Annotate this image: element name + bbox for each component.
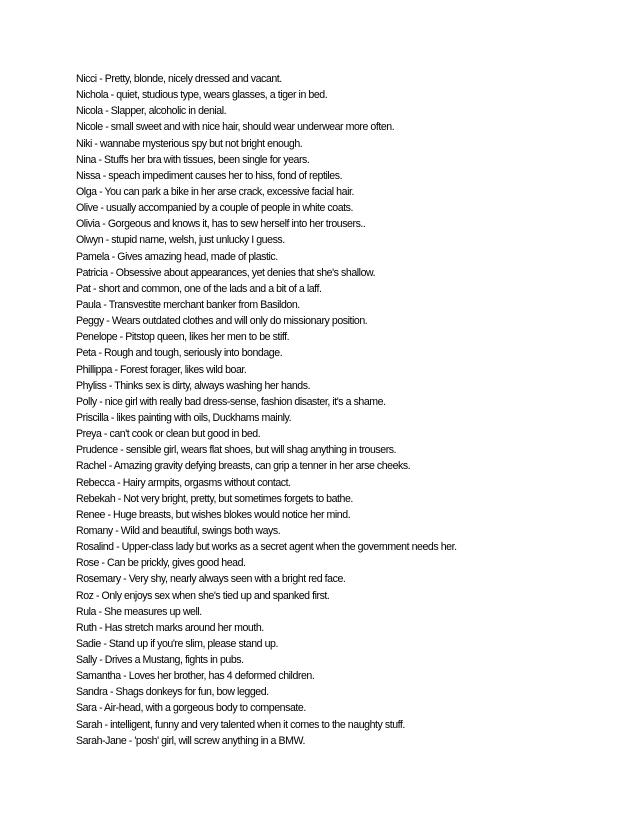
text-line: Olive - usually accompanied by a couple of people in white coats. — [76, 202, 353, 215]
text-line: Rachel - Amazing gravity defying breasts, can grip a tenner in her arse cheeks. — [76, 460, 411, 473]
text-line: Nichola - quiet, studious type, wears glasses, a tiger in bed. — [76, 89, 328, 102]
text-line: Penelope - Pitstop queen, likes her men to be stiff. — [76, 331, 290, 344]
text-line: Sara - Air-head, with a gorgeous body to compensate. — [76, 702, 306, 715]
text-line: Roz - Only enjoys sex when she's tied up and spanked first. — [76, 589, 330, 602]
text-line: Nicci - Pretty, blonde, nicely dressed and vacant. — [76, 73, 282, 85]
text-line: Nissa - speach impediment causes her to hiss, fond of reptiles. — [76, 169, 343, 182]
text-line: Peta - Rough and tough, seriously into bondage. — [76, 347, 283, 360]
text-line: Renee - Huge breasts, but wishes blokes would notice her mind. — [76, 508, 351, 521]
text-line: Sally - Drives a Mustang, fights in pubs. — [76, 654, 244, 667]
text-line: Sandra - Shags donkeys for fun, bow legged. — [76, 686, 269, 699]
text-line: Olga - You can park a bike in her arse crack, excessive facial hair. — [76, 185, 354, 198]
text-line: Niki - wannabe mysterious spy but not bright enough. — [76, 137, 303, 150]
text-line: Ruth - Has stretch marks around her mouth. — [76, 621, 264, 634]
text-line: Phyliss - Thinks sex is dirty, always washing her hands. — [76, 379, 311, 392]
text-line: Nina - Stuffs her bra with tissues, been single for years. — [76, 153, 310, 166]
text-line: Rosemary - Very shy, nearly always seen with a bright red face. — [76, 573, 346, 586]
text-line: Romany - Wild and beautiful, swings both ways. — [76, 524, 281, 537]
text-line: Rebekah - Not very bright, pretty, but sometimes forgets to bathe. — [76, 492, 353, 505]
text-line: Samantha - Loves her brother, has 4 deformed children. — [76, 670, 315, 683]
text-line: Pat - short and common, one of the lads and a bit of a laff. — [76, 282, 322, 295]
text-line: Paula - Transvestite merchant banker from Basildon. — [76, 298, 300, 311]
text-line: Patricia - Obsessive about appearances, yet denies that she's shallow. — [76, 266, 376, 279]
text-line: Prudence - sensible girl, wears flat shoes, but will shag anything in trousers. — [76, 444, 397, 457]
text-line: Olwyn - stupid name, welsh, just unlucky I guess. — [76, 234, 285, 247]
text-line: Phillippa - Forest forager, likes wild boar. — [76, 363, 247, 376]
text-line: Sadie - Stand up if you're slim, please stand up. — [76, 637, 278, 650]
text-line: Sarah-Jane - 'posh' girl, will screw anything in a BMW. — [76, 734, 305, 747]
text-line: Rose - Can be prickly, gives good head. — [76, 557, 246, 570]
text-line: Rebecca - Hairy armpits, orgasms without contact. — [76, 476, 291, 489]
text-line: Peggy - Wears outdated clothes and will only do missionary position. — [76, 315, 368, 328]
text-line: Sarah - intelligent, funny and very talented when it comes to the naughty stuff. — [76, 718, 405, 731]
text-line: Rula - She measures up well. — [76, 605, 202, 618]
text-line: Polly - nice girl with really bad dress-sense, fashion disaster, it's a shame. — [76, 395, 386, 408]
text-line: Olivia - Gorgeous and knows it, has to sew herself into her trousers.. — [76, 218, 366, 231]
text-line: Rosalind - Upper-class lady but works as a secret agent when the government needs her. — [76, 541, 457, 554]
text-line: Preya - can't cook or clean but good in bed. — [76, 428, 261, 441]
text-line: Priscilla - likes painting with oils, Duckhams mainly. — [76, 411, 292, 424]
text-lines — [76, 71, 616, 749]
text-line: Pamela - Gives amazing head, made of plastic. — [76, 250, 278, 263]
text-line: Nicole - small sweet and with nice hair, should wear underwear more often. — [76, 121, 395, 134]
text-line: Nicola - Slapper, alcoholic in denial. — [76, 105, 227, 118]
